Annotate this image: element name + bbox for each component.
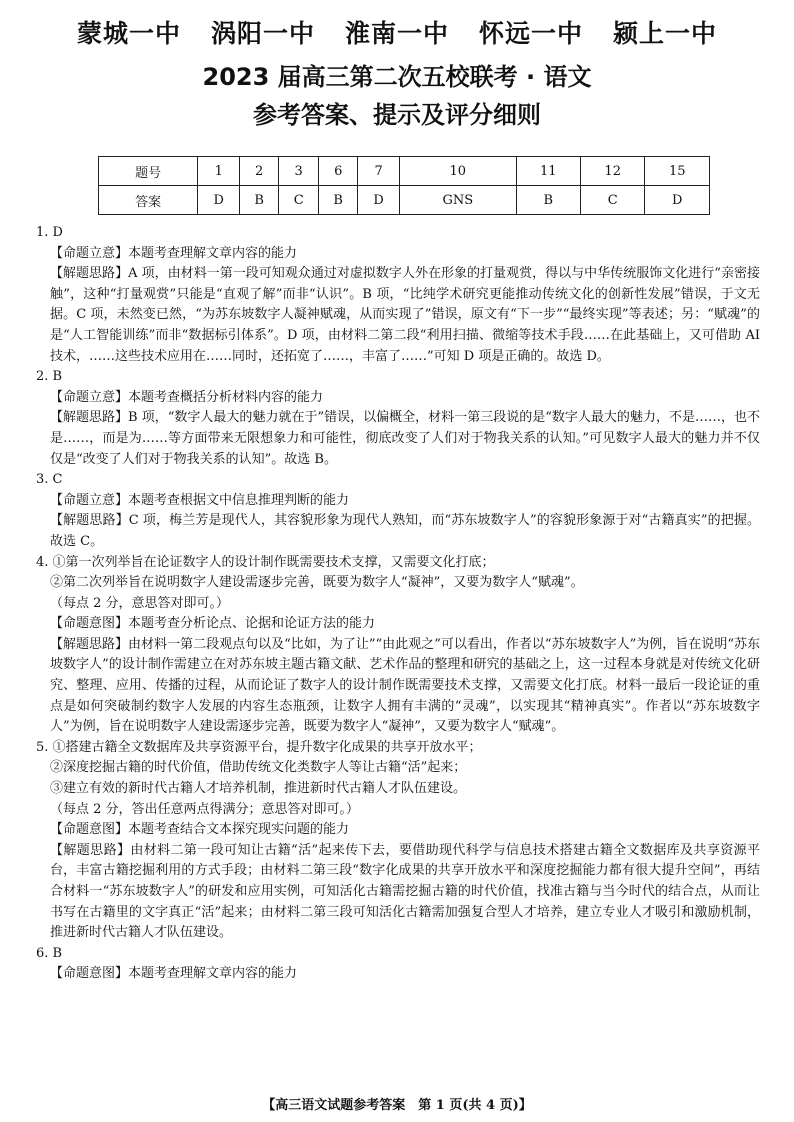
school-name: 怀远一中 bbox=[479, 19, 584, 48]
school-name: 涡阳一中 bbox=[210, 19, 315, 48]
answer-explanations bbox=[36, 223, 760, 985]
answer-cell: D bbox=[645, 186, 710, 215]
explanation-paragraph: （每点 2 分，答出任意两点得满分；意思答对即可。） bbox=[50, 801, 360, 817]
explanation-paragraph: 【命题意图】本题考查结合文本探究现实问题的能力 bbox=[50, 822, 350, 838]
question-number: 1 bbox=[198, 157, 240, 186]
question-number: 10 bbox=[400, 157, 516, 186]
page-footer: 【高三语文试题参考答案 第 1 页(共 4 页)】 bbox=[262, 1098, 532, 1113]
answer-cell: B bbox=[516, 186, 580, 215]
row-label: 题号 bbox=[99, 157, 198, 186]
explanation-paragraph: 【解题思路】由材料二第一段可知让古籍“活”起来传下去，要借助现代科学与信息技术搭建古籍全文数据库及共享资源平台，丰富古籍挖掘利用的方式手段；由材料二第三段“数字化成果的共享开放水平和深度挖掘能力都有很大提升空间”，再结合材料一“苏东坡数字人”的研发和应用实例，可知活化古籍需挖掘古籍的时代价值，找准古籍与当今时代的结合点，从而让书写在古籍里的文字真正“活”起来；由材料二第三段可知活化古籍需加强复合型人才培养，建立专业人才吸引和激励机制，推进新时代古籍人才队伍建设。 bbox=[50, 842, 760, 941]
table-row bbox=[99, 186, 710, 215]
explanation-paragraph: 【解题思路】B 项，“数字人最大的魅力就在于”错误，以偏概全，材料一第三段说的是“数字人最大的魅力，不是……，也不是……，而是为……等方面带来无限想象力和可能性，彻底改变了人们对于物我关系的认知。”可见数字人最大的魅力并不仅仅是“改变了人们对于物我关系的认知”。故选 B。 bbox=[50, 410, 760, 467]
question-number: 3 bbox=[279, 157, 319, 186]
explanation-paragraph: 【解题思路】由材料一第二段观点句以及“比如，为了让”“由此观之”可以看出，作者以“苏东坡数字人”为例，旨在说明“苏东坡数字人”的设计制作需建立在对苏东坡主题古籍文献、艺术作品的整理和研究的基础之上，这一过程本身就是对传统文化研究、整理、应用、传播的过程，从而论证了数字人的设计制作既需要技术支撑，又需要文化打底。材料一最后一段论证的重点是如何突破制约数字人发展的内容生态瓶颈，让数字人拥有丰满的“灵魂”，以实现其“精神真实”。作者以“苏东坡数字人”为例，旨在说明数字人建设需逐步完善，既要为数字人“凝神”，又要为数字人“赋魂”。 bbox=[50, 636, 760, 735]
question-number: 12 bbox=[580, 157, 644, 186]
answer-cell: B bbox=[319, 186, 358, 215]
question-heading: 6. B bbox=[36, 945, 63, 961]
answer-cell: D bbox=[198, 186, 240, 215]
row-label: 答案 bbox=[99, 186, 198, 215]
explanation-paragraph: 【解题思路】C 项，梅兰芳是现代人，其容貌形象为现代人熟知，而“苏东坡数字人”的容貌形象源于对“古籍真实”的把握。故选 C。 bbox=[50, 513, 760, 549]
answer-cell: C bbox=[279, 186, 319, 215]
exam-subtitle: 参考答案、提示及评分细则 bbox=[253, 101, 541, 129]
answer-cell: B bbox=[240, 186, 279, 215]
school-name: 颍上一中 bbox=[613, 19, 718, 48]
exam-title: 2023 届高三第二次五校联考 · 语文 bbox=[202, 63, 592, 91]
question-heading: 5. ①搭建古籍全文数据库及共享资源平台，提升数字化成果的共享开放水平； bbox=[36, 739, 482, 755]
question-number: 11 bbox=[516, 157, 580, 186]
question-heading: 4. ①第一次列举旨在论证数字人的设计制作既需要技术支撑，又需要文化打底； bbox=[36, 554, 495, 570]
question-number: 2 bbox=[240, 157, 279, 186]
answer-cell: D bbox=[358, 186, 400, 215]
question-number: 15 bbox=[645, 157, 710, 186]
explanation-paragraph: （每点 2 分，意思答对即可。） bbox=[50, 595, 230, 611]
school-names bbox=[0, 14, 794, 50]
explanation-paragraph: 【命题意图】本题考查理解文章内容的能力 bbox=[50, 966, 298, 982]
question-heading: 2. B bbox=[36, 369, 63, 385]
question-heading: 3. C bbox=[36, 472, 63, 488]
explanation-paragraph: 【命题立意】本题考查理解文章内容的能力 bbox=[50, 245, 298, 261]
school-name: 蒙城一中 bbox=[76, 19, 181, 48]
answer-table bbox=[98, 156, 710, 215]
explanation-paragraph: 【命题意图】本题考查分析论点、论据和论证方法的能力 bbox=[50, 616, 376, 632]
question-number: 7 bbox=[358, 157, 400, 186]
answer-cell: C bbox=[580, 186, 644, 215]
question-heading: 1. D bbox=[36, 225, 63, 240]
explanation-paragraph: 【命题立意】本题考查根据文中信息推理判断的能力 bbox=[50, 492, 350, 508]
answer-cell: GNS bbox=[400, 186, 516, 215]
explanation-paragraph: 【命题立意】本题考查概括分析材料内容的能力 bbox=[50, 389, 324, 405]
explanation-paragraph: ③建立有效的新时代古籍人才培养机制，推进新时代古籍人才队伍建设。 bbox=[50, 781, 467, 797]
explanation-paragraph: ②深度挖掘古籍的时代价值，借助传统文化类数字人等让古籍“活”起来； bbox=[50, 760, 467, 776]
explanation-paragraph: 【解题思路】A 项，由材料一第一段可知观众通过对虚拟数字人外在形象的打量观赏，得以与中华传统服饰文化进行“亲密接触”，这种“打量观赏”只能是“直观了解”而非“认识”。B 项，“比纯学术研究更能推动传统文化的创新性发展”错误，于文无据。C 项，未然变已然，“为苏东坡数字人凝神赋魂，从而实现了”错误，原文有“下一步”“最终实现”等表述；另：“赋魂”的是“人工智能训练”而非“数据标引体系”。D 项，由材料二第二段“利用扫描、微缩等技术手段……在此基础上，又可借助 AI 技术，……这些技术应用在……同时，还拓宽了……，丰富了……”可知 D 项是正确的。故选 D。 bbox=[50, 266, 760, 364]
question-number: 6 bbox=[319, 157, 358, 186]
explanation-paragraph: ②第二次列举旨在说明数字人建设需逐步完善，既要为数字人“凝神”，又要为数字人“赋魂”。 bbox=[50, 575, 584, 591]
table-row bbox=[99, 157, 710, 186]
school-name: 淮南一中 bbox=[344, 19, 449, 48]
